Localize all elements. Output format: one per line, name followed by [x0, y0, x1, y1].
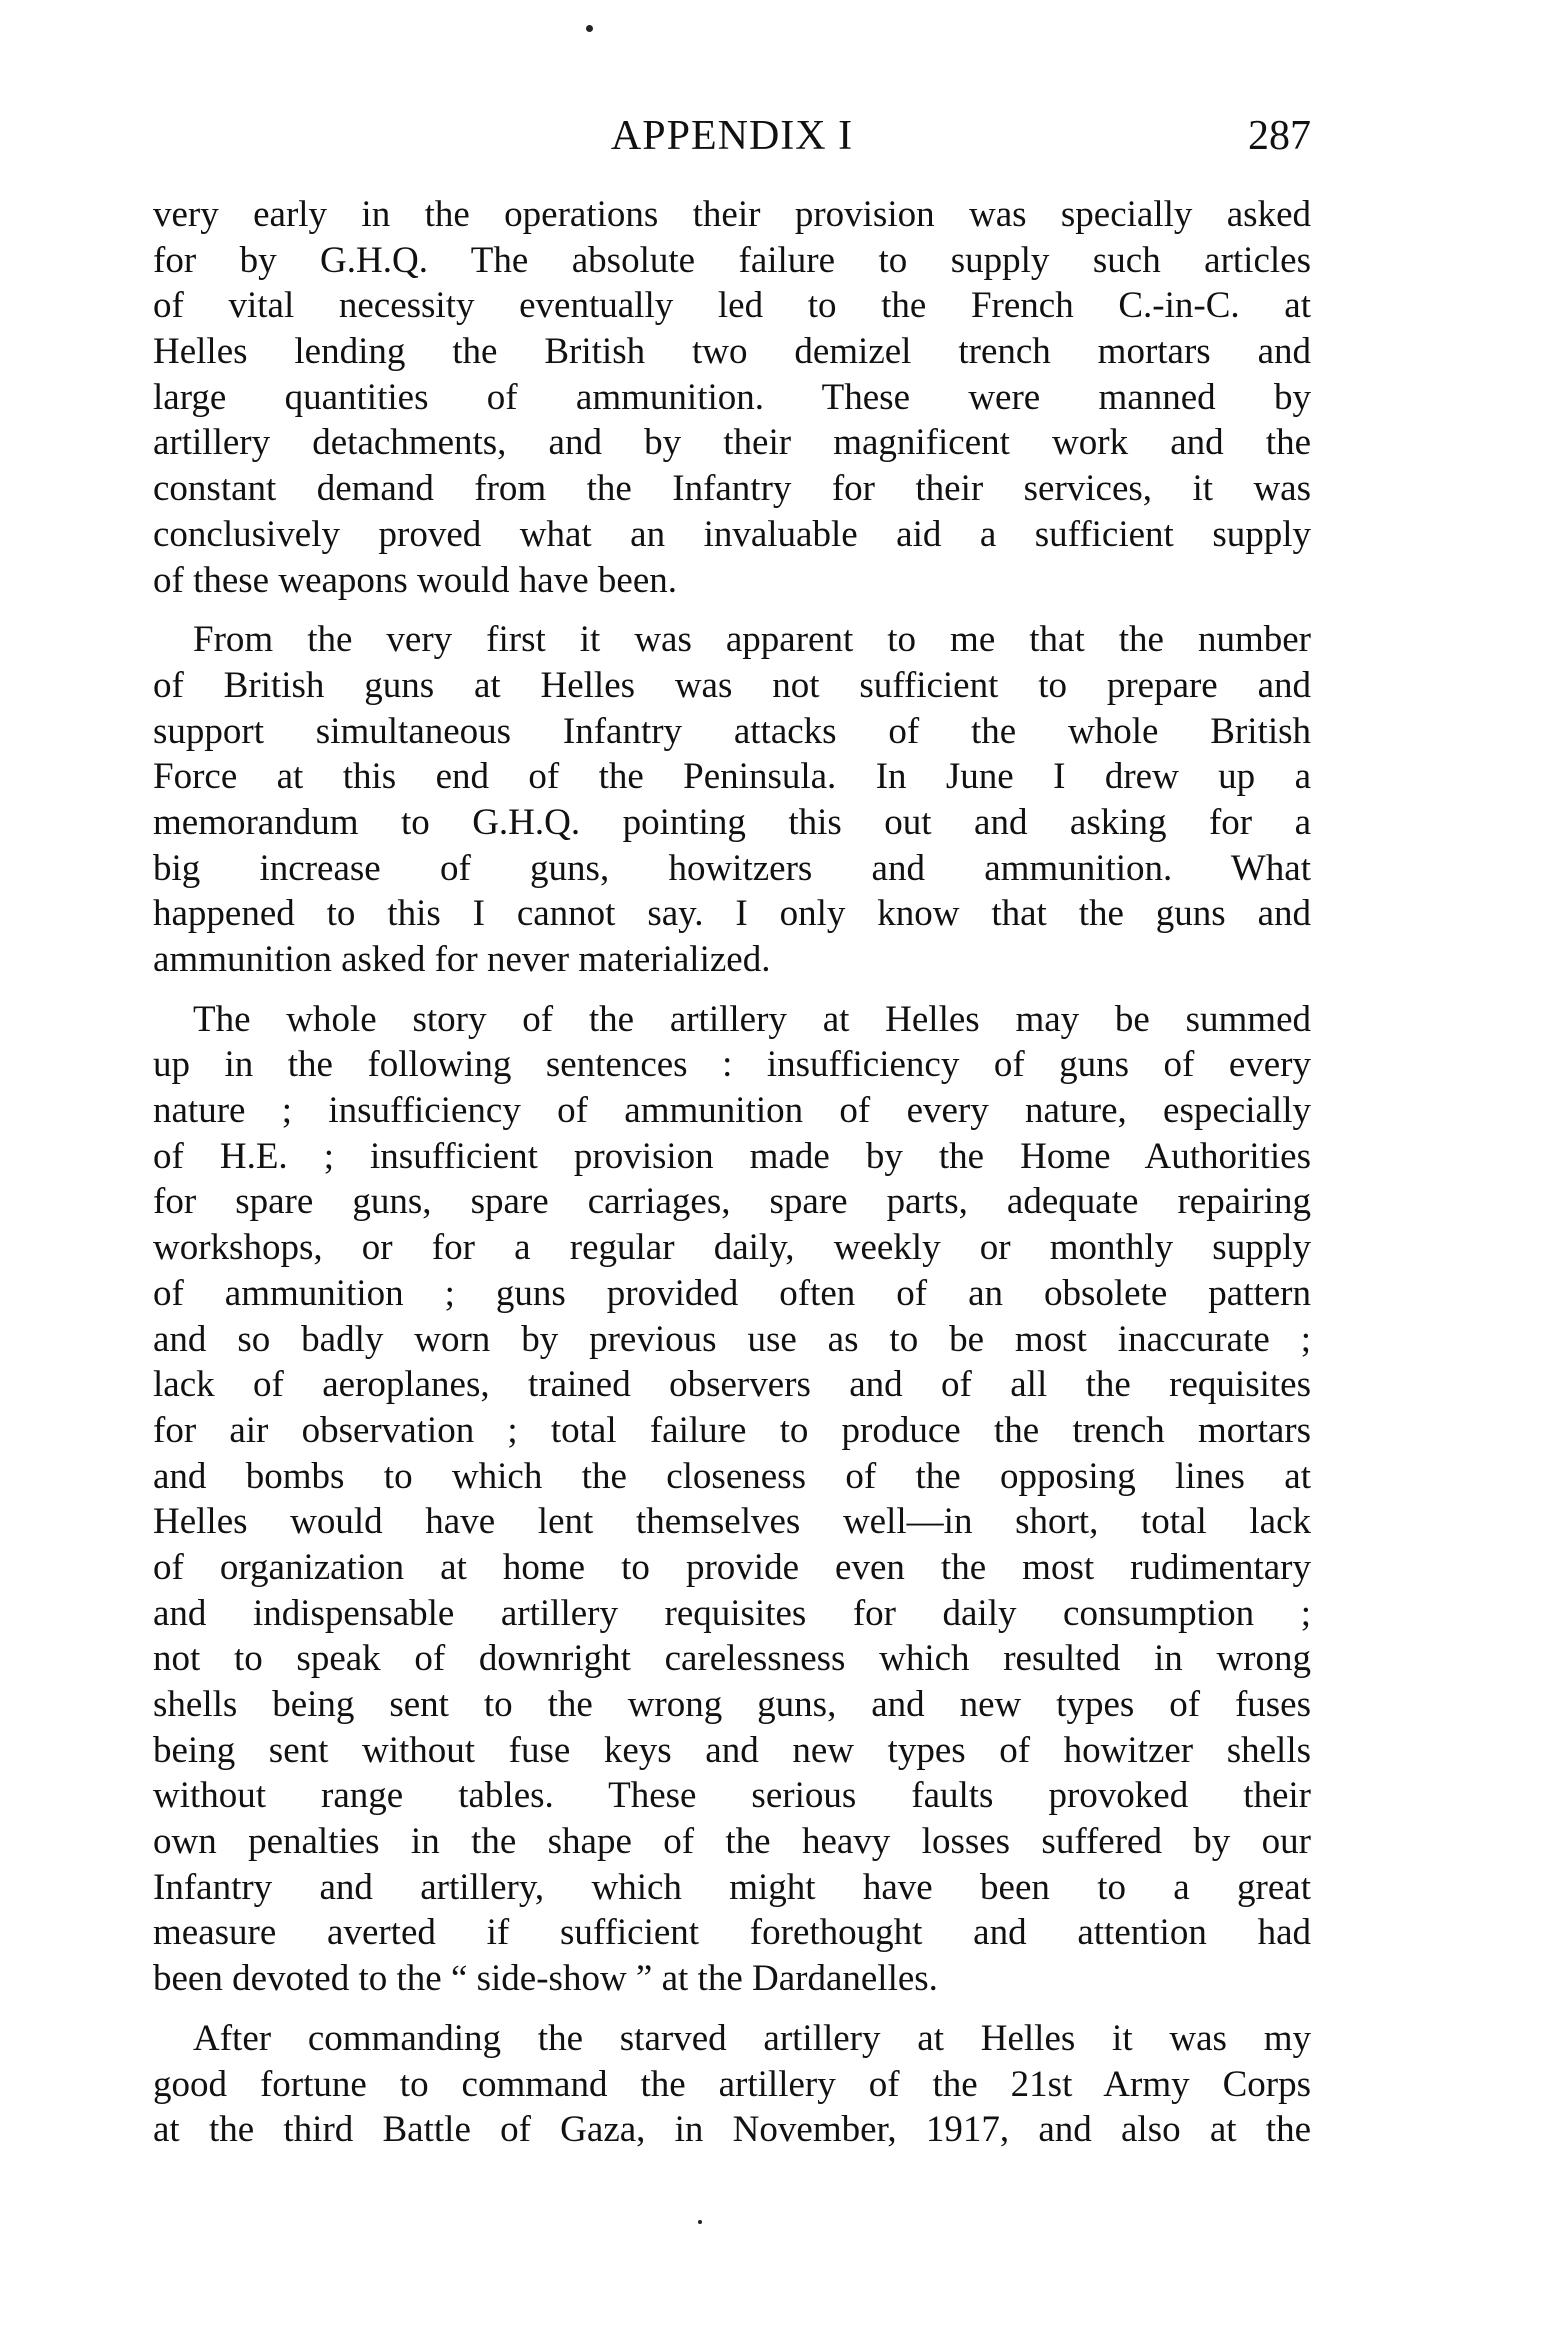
text-line: being sent without fuse keys and new types of howitzer shells	[153, 1729, 1311, 1771]
text-line: measure averted if sufficient forethought and attention had	[153, 1912, 1311, 1954]
text-line: conclusively proved what an invaluable aid a sufficient supply	[153, 513, 1311, 555]
page-body	[153, 192, 1311, 2167]
text-line: own penalties in the shape of the heavy losses suffered by our	[153, 1821, 1311, 1863]
text-line: and indispensable artillery requisites for daily consumption ;	[153, 1592, 1311, 1634]
text-line: large quantities of ammunition. These were manned by	[153, 376, 1311, 418]
text-line: and so badly worn by previous use as to be most inaccurate ;	[153, 1318, 1311, 1360]
text-line: and bombs to which the closeness of the opposing lines at	[153, 1455, 1311, 1497]
text-line: Helles would have lent themselves well—in short, total lack	[153, 1501, 1311, 1543]
text-line: good fortune to command the artillery of the 21st Army Corps	[153, 2063, 1311, 2105]
text-line: big increase of guns, howitzers and ammunition. What	[153, 847, 1311, 889]
text-line: up in the following sentences : insufficiency of guns of every	[153, 1044, 1311, 1086]
bottom-speck	[698, 2220, 702, 2224]
paragraph	[153, 997, 1311, 2002]
text-line: shells being sent to the wrong guns, and new types of fuses	[153, 1684, 1311, 1725]
running-header	[153, 112, 1311, 164]
text-line: lack of aeroplanes, trained observers and of all the requisites	[153, 1364, 1311, 1406]
text-line: From the very first it was apparent to me that the number	[193, 619, 1311, 661]
text-line: for by G.H.Q. The absolute failure to supply such articles	[153, 239, 1311, 281]
text-line: of British guns at Helles was not sufficient to prepare and	[153, 664, 1311, 706]
text-line: support simultaneous Infantry attacks of the whole British	[153, 710, 1311, 752]
text-line: happened to this I cannot say. I only know that the guns and	[153, 893, 1311, 935]
text-line: memorandum to G.H.Q. pointing this out and asking for a	[153, 801, 1311, 843]
text-line: for spare guns, spare carriages, spare parts, adequate repairing	[153, 1181, 1311, 1223]
text-line: ammunition asked for never materialized.	[153, 939, 771, 980]
running-title: APPENDIX I	[610, 113, 854, 159]
paragraph	[153, 617, 1311, 983]
text-line: After commanding the starved artillery at Helles it was my	[193, 2017, 1311, 2059]
text-line: at the third Battle of Gaza, in November, 1917, and also at the	[153, 2109, 1311, 2151]
text-line: for air observation ; total failure to produce the trench mortars	[153, 1409, 1311, 1451]
text-line: of these weapons would have been.	[153, 559, 677, 601]
text-line: not to speak of downright carelessness which resulted in wrong	[153, 1638, 1311, 1680]
text-line: without range tables. These serious faults provoked their	[153, 1775, 1311, 1817]
text-line: constant demand from the Infantry for their services, it was	[153, 468, 1311, 510]
text-line: nature ; insufficiency of ammunition of every nature, especially	[153, 1090, 1311, 1132]
text-line: workshops, or for a regular daily, weekly or monthly supply	[153, 1227, 1311, 1269]
text-line: artillery detachments, and by their magnificent work and the	[153, 422, 1311, 464]
page-number: 287	[1248, 113, 1311, 159]
text-line: been devoted to the “ side-show ” at the Dardanelles.	[153, 1958, 938, 2000]
paragraph	[153, 192, 1311, 603]
text-line: The whole story of the artillery at Helles may be summed	[193, 998, 1311, 1040]
text-line: Force at this end of the Peninsula. In June I drew up a	[153, 756, 1311, 798]
text-line: very early in the operations their provision was specially asked	[153, 194, 1311, 235]
text-line: Infantry and artillery, which might have been to a great	[153, 1866, 1311, 1908]
text-line: of H.E. ; insufficient provision made by the Home Authorities	[153, 1135, 1311, 1177]
text-line: of organization at home to provide even the most rudimentary	[153, 1546, 1311, 1588]
text-line: Helles lending the British two demizel trench mortars and	[153, 331, 1311, 373]
text-line: of vital necessity eventually led to the French C.-in-C. at	[153, 285, 1311, 327]
paragraph	[153, 2016, 1311, 2153]
top-speck	[586, 25, 593, 32]
text-line: of ammunition ; guns provided often of an obsolete pattern	[153, 1272, 1311, 1314]
